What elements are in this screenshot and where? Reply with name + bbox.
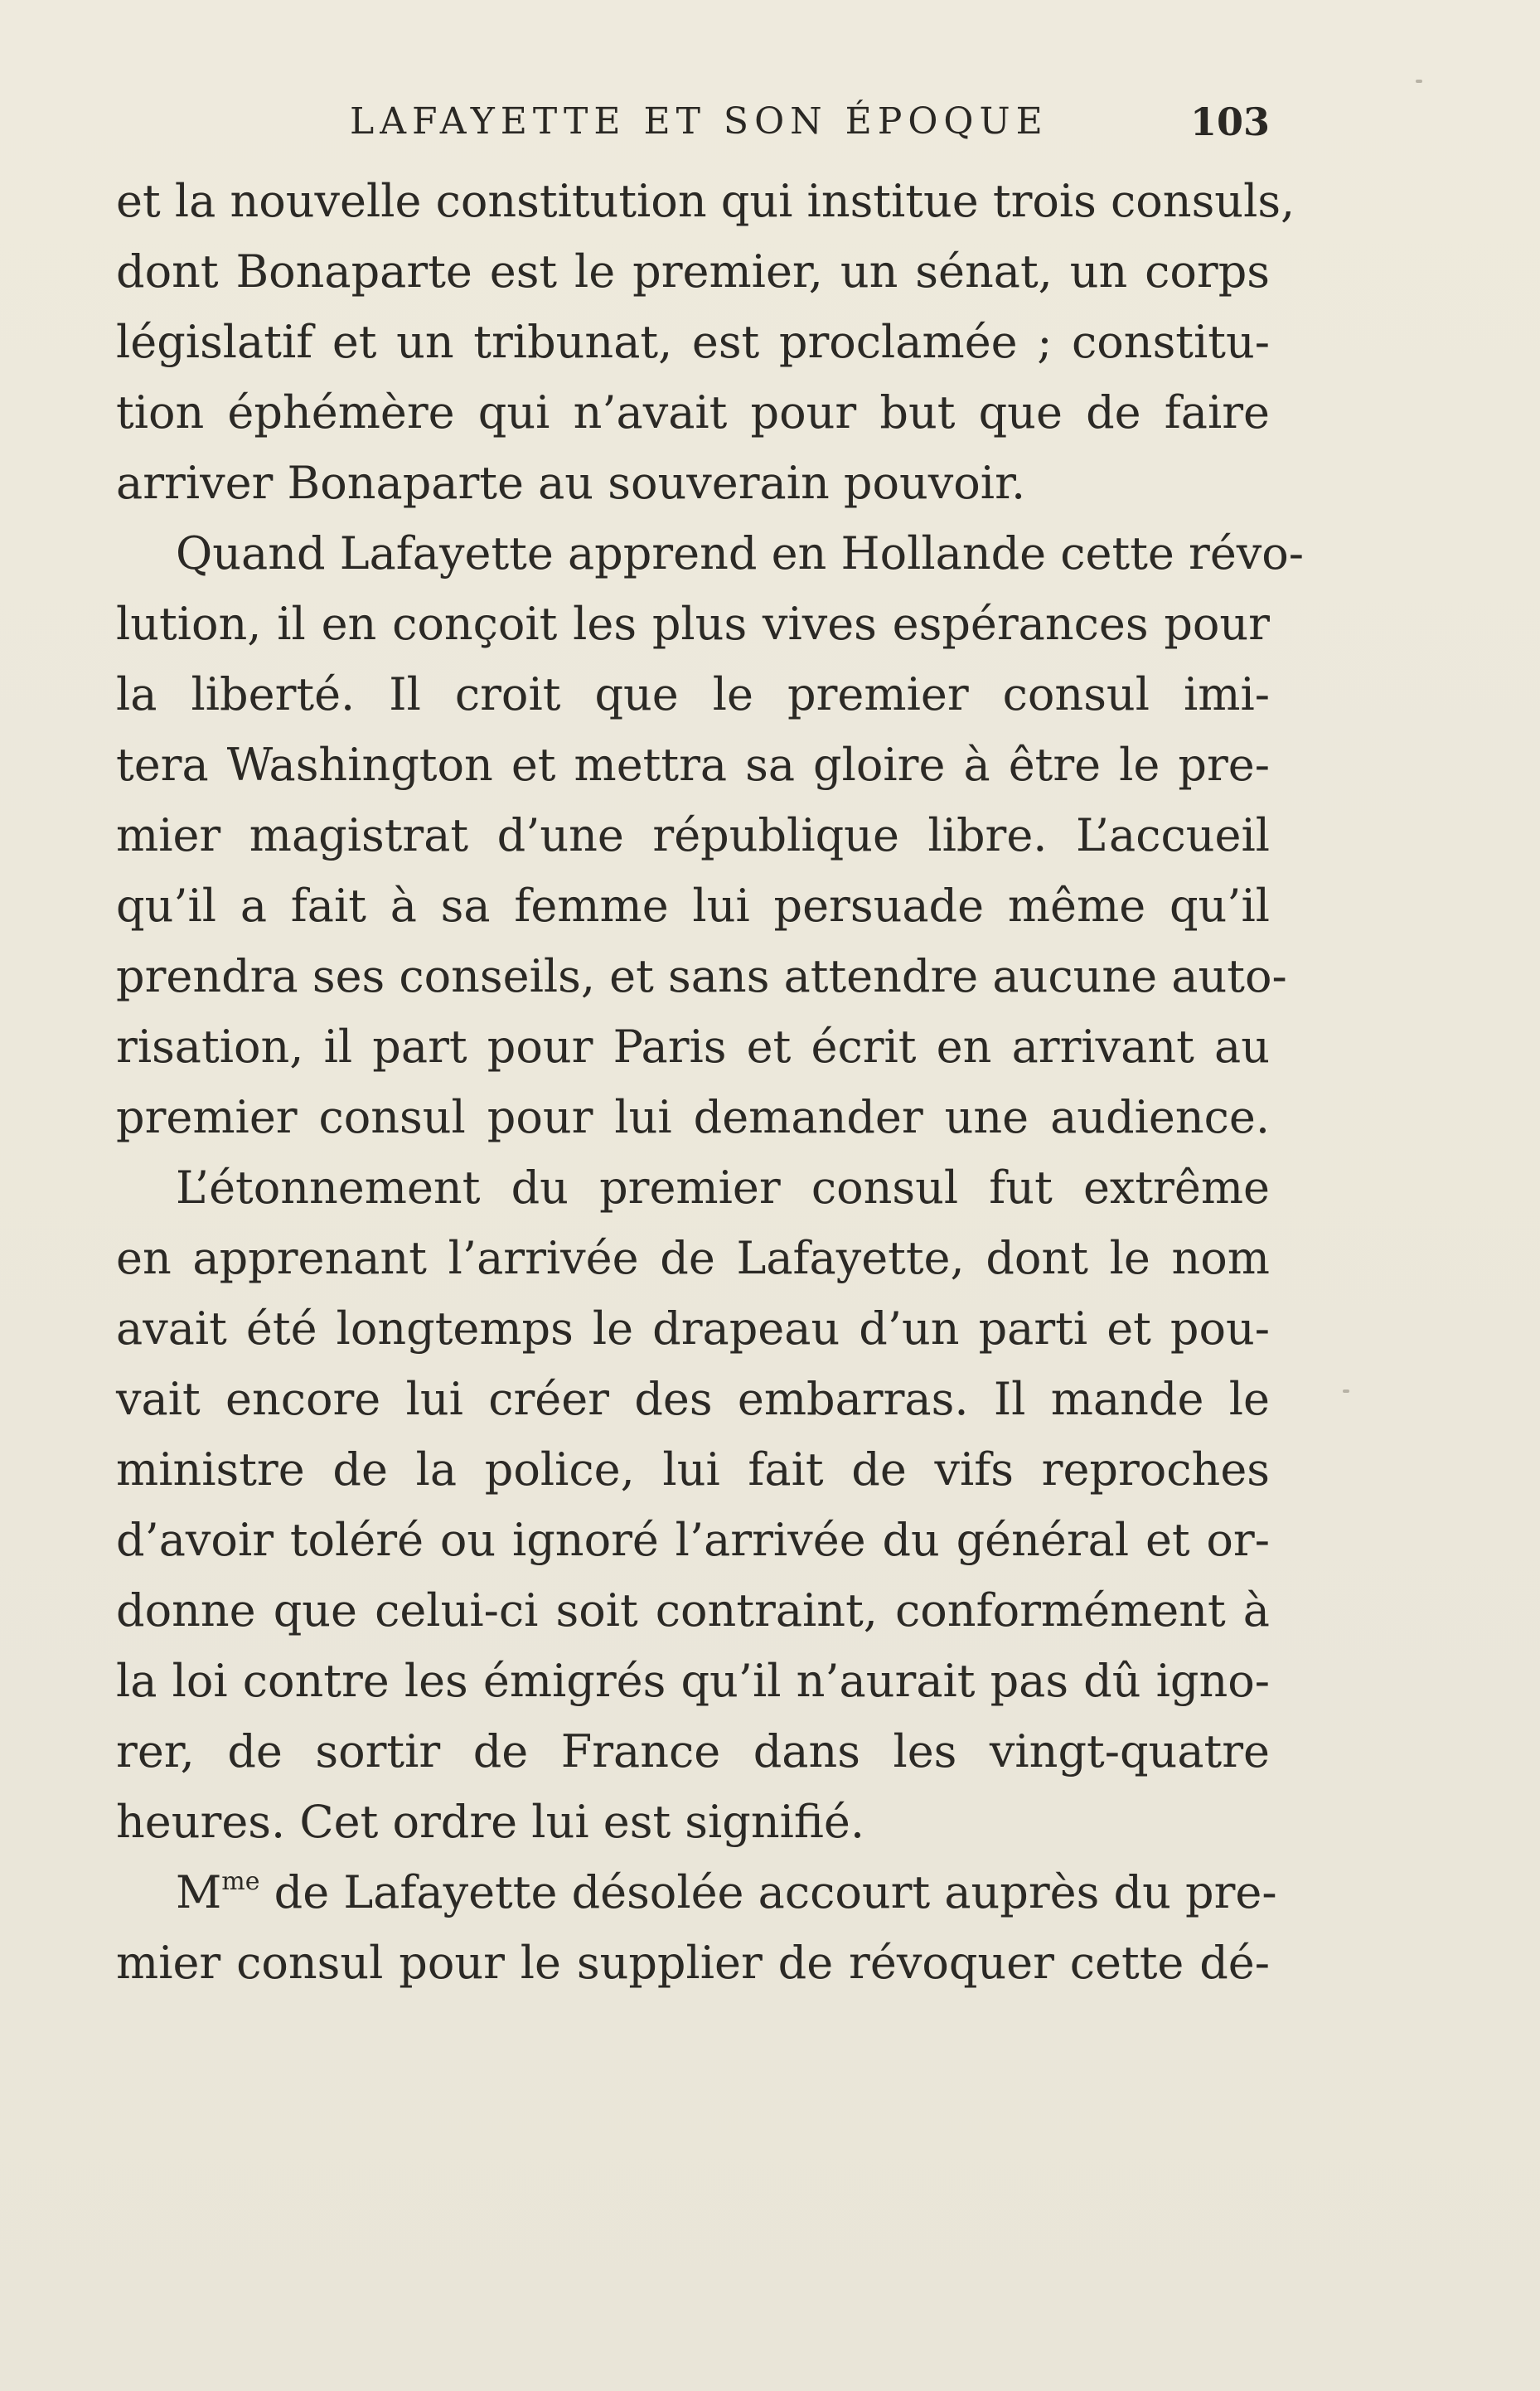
text-line: tion éphémère qui n’avait pour but que de faire <box>116 386 1270 439</box>
page-number: 103 <box>1189 99 1270 144</box>
page-header <box>116 93 1270 151</box>
text-line: qu’il a fait à sa femme lui persuade même qu’il <box>116 880 1270 932</box>
text-line: heures. Cet ordre lui est signifié. <box>116 1796 865 1848</box>
text-line: la liberté. Il croit que le premier consul imi- <box>116 668 1270 720</box>
text-line: ministre de la police, lui fait de vifs reproches <box>116 1443 1270 1496</box>
text-line: lution, il en conçoit les plus vives espérances pour <box>116 598 1270 650</box>
text-line: vait encore lui créer des embarras. Il mande le <box>116 1373 1270 1425</box>
text-line: risation, il part pour Paris et écrit en arrivant au <box>116 1021 1270 1073</box>
running-title: LAFAYETTE ET SON ÉPOQUE <box>350 100 1048 143</box>
text-line: Quand Lafayette apprend en Hollande cette révo- <box>176 527 1305 580</box>
paragraph-1 <box>116 166 1295 518</box>
paragraph-3 <box>116 1152 1270 1857</box>
text-line <box>116 1857 1277 1928</box>
text-line: mier consul pour le supplier de révoquer cette dé- <box>116 1937 1270 1989</box>
text-line: donne que celui-ci soit contraint, conformément à <box>116 1584 1270 1637</box>
text-line: rer, de sortir de France dans les vingt-quatre <box>116 1725 1270 1777</box>
text-line: législatif et un tribunat, est proclamée ; constitu- <box>116 316 1270 368</box>
text-line: arriver Bonaparte au souverain pouvoir. <box>116 457 1026 509</box>
text-line: avait été longtemps le drapeau d’un parti et pou- <box>116 1302 1270 1355</box>
text-line-rest: de Lafayette désolée accourt auprès du pre- <box>259 1866 1277 1918</box>
paper-speck <box>1416 80 1422 83</box>
title-abbrev-superscript: me <box>221 1867 260 1896</box>
text-line: prendra ses conseils, et sans attendre aucune auto- <box>116 950 1287 1002</box>
title-abbrev: M <box>176 1866 222 1918</box>
paragraph-2 <box>116 518 1305 1152</box>
text-line: et la nouvelle constitution qui institue trois consuls, <box>116 175 1295 227</box>
body-text <box>116 166 1305 1998</box>
paragraph-4 <box>116 1857 1277 1998</box>
text-line: dont Bonaparte est le premier, un sénat, un corps <box>116 245 1270 298</box>
text-line: mier magistrat d’une république libre. L’accueil <box>116 809 1270 861</box>
paper-speck <box>1343 1389 1349 1393</box>
text-line: d’avoir toléré ou ignoré l’arrivée du général et or- <box>116 1514 1270 1566</box>
text-line: premier consul pour lui demander une audience. <box>116 1091 1270 1143</box>
text-line: la loi contre les émigrés qu’il n’aurait pas dû igno- <box>116 1655 1270 1707</box>
text-line: en apprenant l’arrivée de Lafayette, dont le nom <box>116 1232 1270 1284</box>
text-line: tera Washington et mettra sa gloire à être le pre- <box>116 739 1270 791</box>
text-line: L’étonnement du premier consul fut extrême <box>176 1162 1270 1214</box>
